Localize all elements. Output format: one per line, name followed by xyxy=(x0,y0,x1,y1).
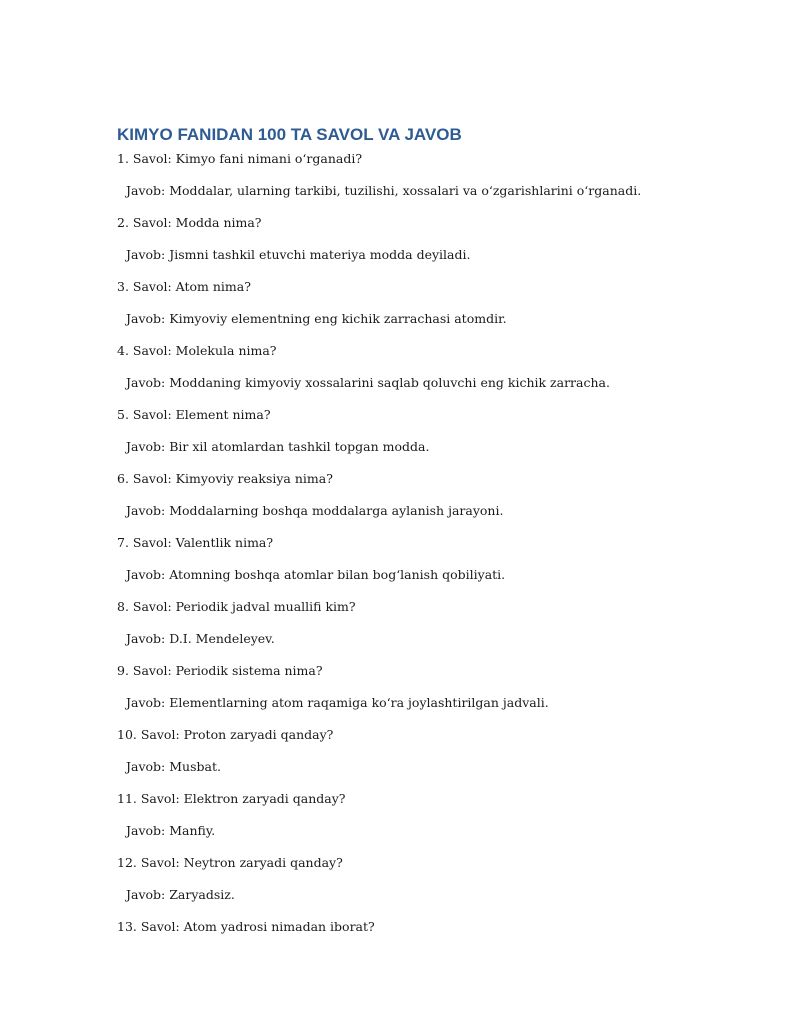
answer-text: Javob: Atomning boshqa atomlar bilan bog‘lanish qobiliyati. xyxy=(126,567,506,582)
answer-text: Javob: Moddalar, ularning tarkibi, tuzilishi, xossalari va o‘zgarishlarini o‘rganadi. xyxy=(126,183,642,198)
answer-text: Javob: Moddalarning boshqa moddalarga aylanish jarayoni. xyxy=(126,503,504,518)
question-text: 8. Savol: Periodik jadval muallifi kim? xyxy=(117,599,356,614)
qa-item xyxy=(117,725,757,789)
question-text: 1. Savol: Kimyo fani nimani o‘rganadi? xyxy=(117,151,363,166)
qa-item xyxy=(117,789,757,853)
qa-item xyxy=(117,149,757,213)
question-text: 5. Savol: Element nima? xyxy=(117,407,271,422)
qa-item xyxy=(117,597,757,661)
question-text: 4. Savol: Molekula nima? xyxy=(117,343,277,358)
qa-item xyxy=(117,853,757,917)
qa-item xyxy=(117,917,757,949)
answer-text: Javob: Bir xil atomlardan tashkil topgan modda. xyxy=(126,439,430,454)
question-text: 10. Savol: Proton zaryadi qanday? xyxy=(117,727,334,742)
answer-text: Javob: D.I. Mendeleyev. xyxy=(126,631,275,646)
qa-item xyxy=(117,533,757,597)
question-text: 9. Savol: Periodik sistema nima? xyxy=(117,663,323,678)
question-text: 13. Savol: Atom yadrosi nimadan iborat? xyxy=(117,919,375,934)
qa-list xyxy=(117,149,757,949)
qa-item xyxy=(117,277,757,341)
answer-text: Javob: Elementlarning atom raqamiga ko‘ra joylashtirilgan jadvali. xyxy=(126,695,549,710)
document-title: KIMYO FANIDAN 100 TA SAVOL VA JAVOB xyxy=(117,125,462,144)
question-text: 11. Savol: Elektron zaryadi qanday? xyxy=(117,791,346,806)
answer-text: Javob: Jismni tashkil etuvchi materiya modda deyiladi. xyxy=(126,247,471,262)
answer-text: Javob: Kimyoviy elementning eng kichik zarrachasi atomdir. xyxy=(126,311,507,326)
answer-text: Javob: Musbat. xyxy=(126,759,221,774)
question-text: 2. Savol: Modda nima? xyxy=(117,215,262,230)
answer-text: Javob: Manfiy. xyxy=(126,823,216,838)
qa-item xyxy=(117,341,757,405)
qa-item xyxy=(117,213,757,277)
question-text: 6. Savol: Kimyoviy reaksiya nima? xyxy=(117,471,333,486)
question-text: 3. Savol: Atom nima? xyxy=(117,279,251,294)
qa-item xyxy=(117,405,757,469)
answer-text: Javob: Zaryadsiz. xyxy=(126,887,235,902)
qa-item xyxy=(117,469,757,533)
answer-text: Javob: Moddaning kimyoviy xossalarini saqlab qoluvchi eng kichik zarracha. xyxy=(126,375,610,390)
question-text: 7. Savol: Valentlik nima? xyxy=(117,535,274,550)
question-text: 12. Savol: Neytron zaryadi qanday? xyxy=(117,855,343,870)
qa-item xyxy=(117,661,757,725)
